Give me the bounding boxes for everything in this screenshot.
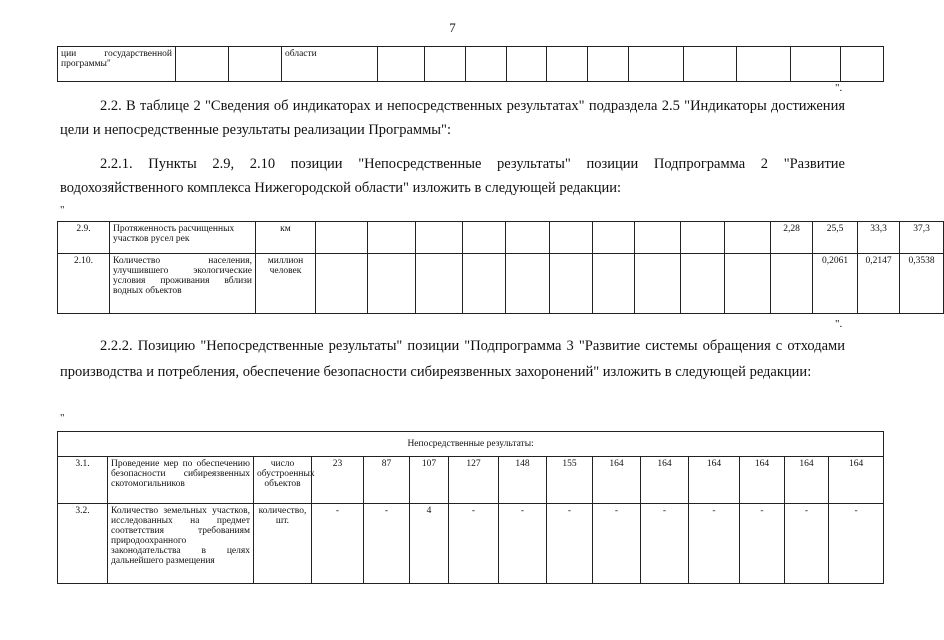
value-cell: 107 <box>410 457 449 504</box>
value-cell: - <box>547 504 593 584</box>
value-cell: 148 <box>499 457 547 504</box>
value-cell: - <box>499 504 547 584</box>
table-row <box>58 457 884 504</box>
empty-cell <box>684 47 737 82</box>
indicator-name: Количество населения, улучшившего экологические условия проживания вблизи водных объектов <box>110 254 256 314</box>
unit: количество, шт. <box>254 504 312 584</box>
value-cell: 87 <box>364 457 410 504</box>
empty-cell <box>791 47 841 82</box>
value-cell: - <box>641 504 689 584</box>
paragraph-2-2-2: 2.2.2. Позицию "Непосредственные результаты" позиции "Подпрограмма 3 "Развитие системы обращения с отходами производства и потребления, обеспечение безопасности сибиреязвенных захоронений" изложить в следующей редакции: <box>60 338 845 380</box>
value-cell: 2,28 <box>771 222 813 254</box>
value-cell: 0,2147 <box>858 254 900 314</box>
value-cell: 33,3 <box>858 222 900 254</box>
table-subprogram-2 <box>57 221 944 314</box>
value-cell <box>463 254 506 314</box>
value-cell <box>771 254 813 314</box>
table-continuation <box>57 46 884 82</box>
indicator-name-cell: ции государственной программы" <box>58 47 176 82</box>
empty-cell <box>466 47 507 82</box>
empty-cell <box>378 47 425 82</box>
table-subprogram-3 <box>57 431 884 584</box>
section-header: Непосредственные результаты: <box>58 432 884 457</box>
value-cell <box>368 254 416 314</box>
section-header-row <box>58 432 884 457</box>
empty-cell <box>425 47 466 82</box>
value-cell <box>681 222 725 254</box>
empty-cell <box>841 47 884 82</box>
row-number: 3.2. <box>58 504 108 584</box>
value-cell: - <box>785 504 829 584</box>
table-row <box>58 254 944 314</box>
closing-quote: ". <box>835 318 843 330</box>
table-row <box>58 222 944 254</box>
row-number: 3.1. <box>58 457 108 504</box>
value-cell <box>316 254 368 314</box>
value-cell: 0,3538 <box>900 254 944 314</box>
value-cell <box>681 254 725 314</box>
opening-quote: " <box>60 412 65 424</box>
value-cell: 127 <box>449 457 499 504</box>
page-number: 7 <box>449 20 456 35</box>
value-cell: 23 <box>312 457 364 504</box>
value-cell: 155 <box>547 457 593 504</box>
table-row <box>58 504 884 584</box>
unit: число обустроенных объектов <box>254 457 312 504</box>
value-cell: 164 <box>829 457 884 504</box>
value-cell <box>463 222 506 254</box>
value-cell <box>416 222 463 254</box>
indicator-name: Протяженность расчищенных участков русел рек <box>110 222 256 254</box>
row-number: 2.10. <box>58 254 110 314</box>
value-cell: 4 <box>410 504 449 584</box>
closing-quote: ". <box>835 82 843 94</box>
value-cell <box>550 254 593 314</box>
indicator-name: Проведение мер по обеспечению безопасности сибиреязвенных скотомогильников <box>108 457 254 504</box>
value-cell <box>725 222 771 254</box>
location-cell: области <box>282 47 378 82</box>
value-cell <box>416 254 463 314</box>
paragraph-2-2-1: 2.2.1. Пункты 2.9, 2.10 позиции "Непосредственные результаты" позиции Подпрограмма 2 "Развитие водохозяйственного комплекса Нижегородской области" изложить в следующей редакции: <box>60 156 845 196</box>
value-cell <box>506 222 550 254</box>
value-cell: 164 <box>689 457 740 504</box>
value-cell: 0,2061 <box>813 254 858 314</box>
value-cell <box>635 254 681 314</box>
value-cell <box>550 222 593 254</box>
value-cell: 37,3 <box>900 222 944 254</box>
value-cell: 164 <box>785 457 829 504</box>
value-cell <box>368 222 416 254</box>
unit: миллион человек <box>256 254 316 314</box>
value-cell <box>316 222 368 254</box>
value-cell: 164 <box>641 457 689 504</box>
opening-quote: " <box>60 204 65 216</box>
empty-cell <box>176 47 229 82</box>
value-cell: - <box>593 504 641 584</box>
value-cell: - <box>689 504 740 584</box>
empty-cell <box>507 47 547 82</box>
table-row <box>58 47 884 82</box>
value-cell <box>725 254 771 314</box>
value-cell: 25,5 <box>813 222 858 254</box>
empty-cell <box>629 47 684 82</box>
value-cell <box>635 222 681 254</box>
empty-cell <box>737 47 791 82</box>
value-cell: - <box>829 504 884 584</box>
empty-cell <box>547 47 588 82</box>
empty-cell <box>588 47 629 82</box>
value-cell: 164 <box>740 457 785 504</box>
value-cell: - <box>449 504 499 584</box>
value-cell <box>506 254 550 314</box>
value-cell <box>593 222 635 254</box>
value-cell: - <box>364 504 410 584</box>
row-number: 2.9. <box>58 222 110 254</box>
empty-cell <box>229 47 282 82</box>
value-cell: 164 <box>593 457 641 504</box>
paragraph-2-2: 2.2. В таблице 2 "Сведения об индикаторах и непосредственных результатах" подраздела 2.5 "Индикаторы достижения цели и непосредственные результаты реализации Программы": <box>60 98 845 138</box>
value-cell: - <box>312 504 364 584</box>
value-cell <box>593 254 635 314</box>
value-cell: - <box>740 504 785 584</box>
indicator-name: Количество земельных участков, исследованных на предмет соответствия требованиям природоохранного законодательства в целях дальнейшего размещения <box>108 504 254 584</box>
unit: км <box>256 222 316 254</box>
